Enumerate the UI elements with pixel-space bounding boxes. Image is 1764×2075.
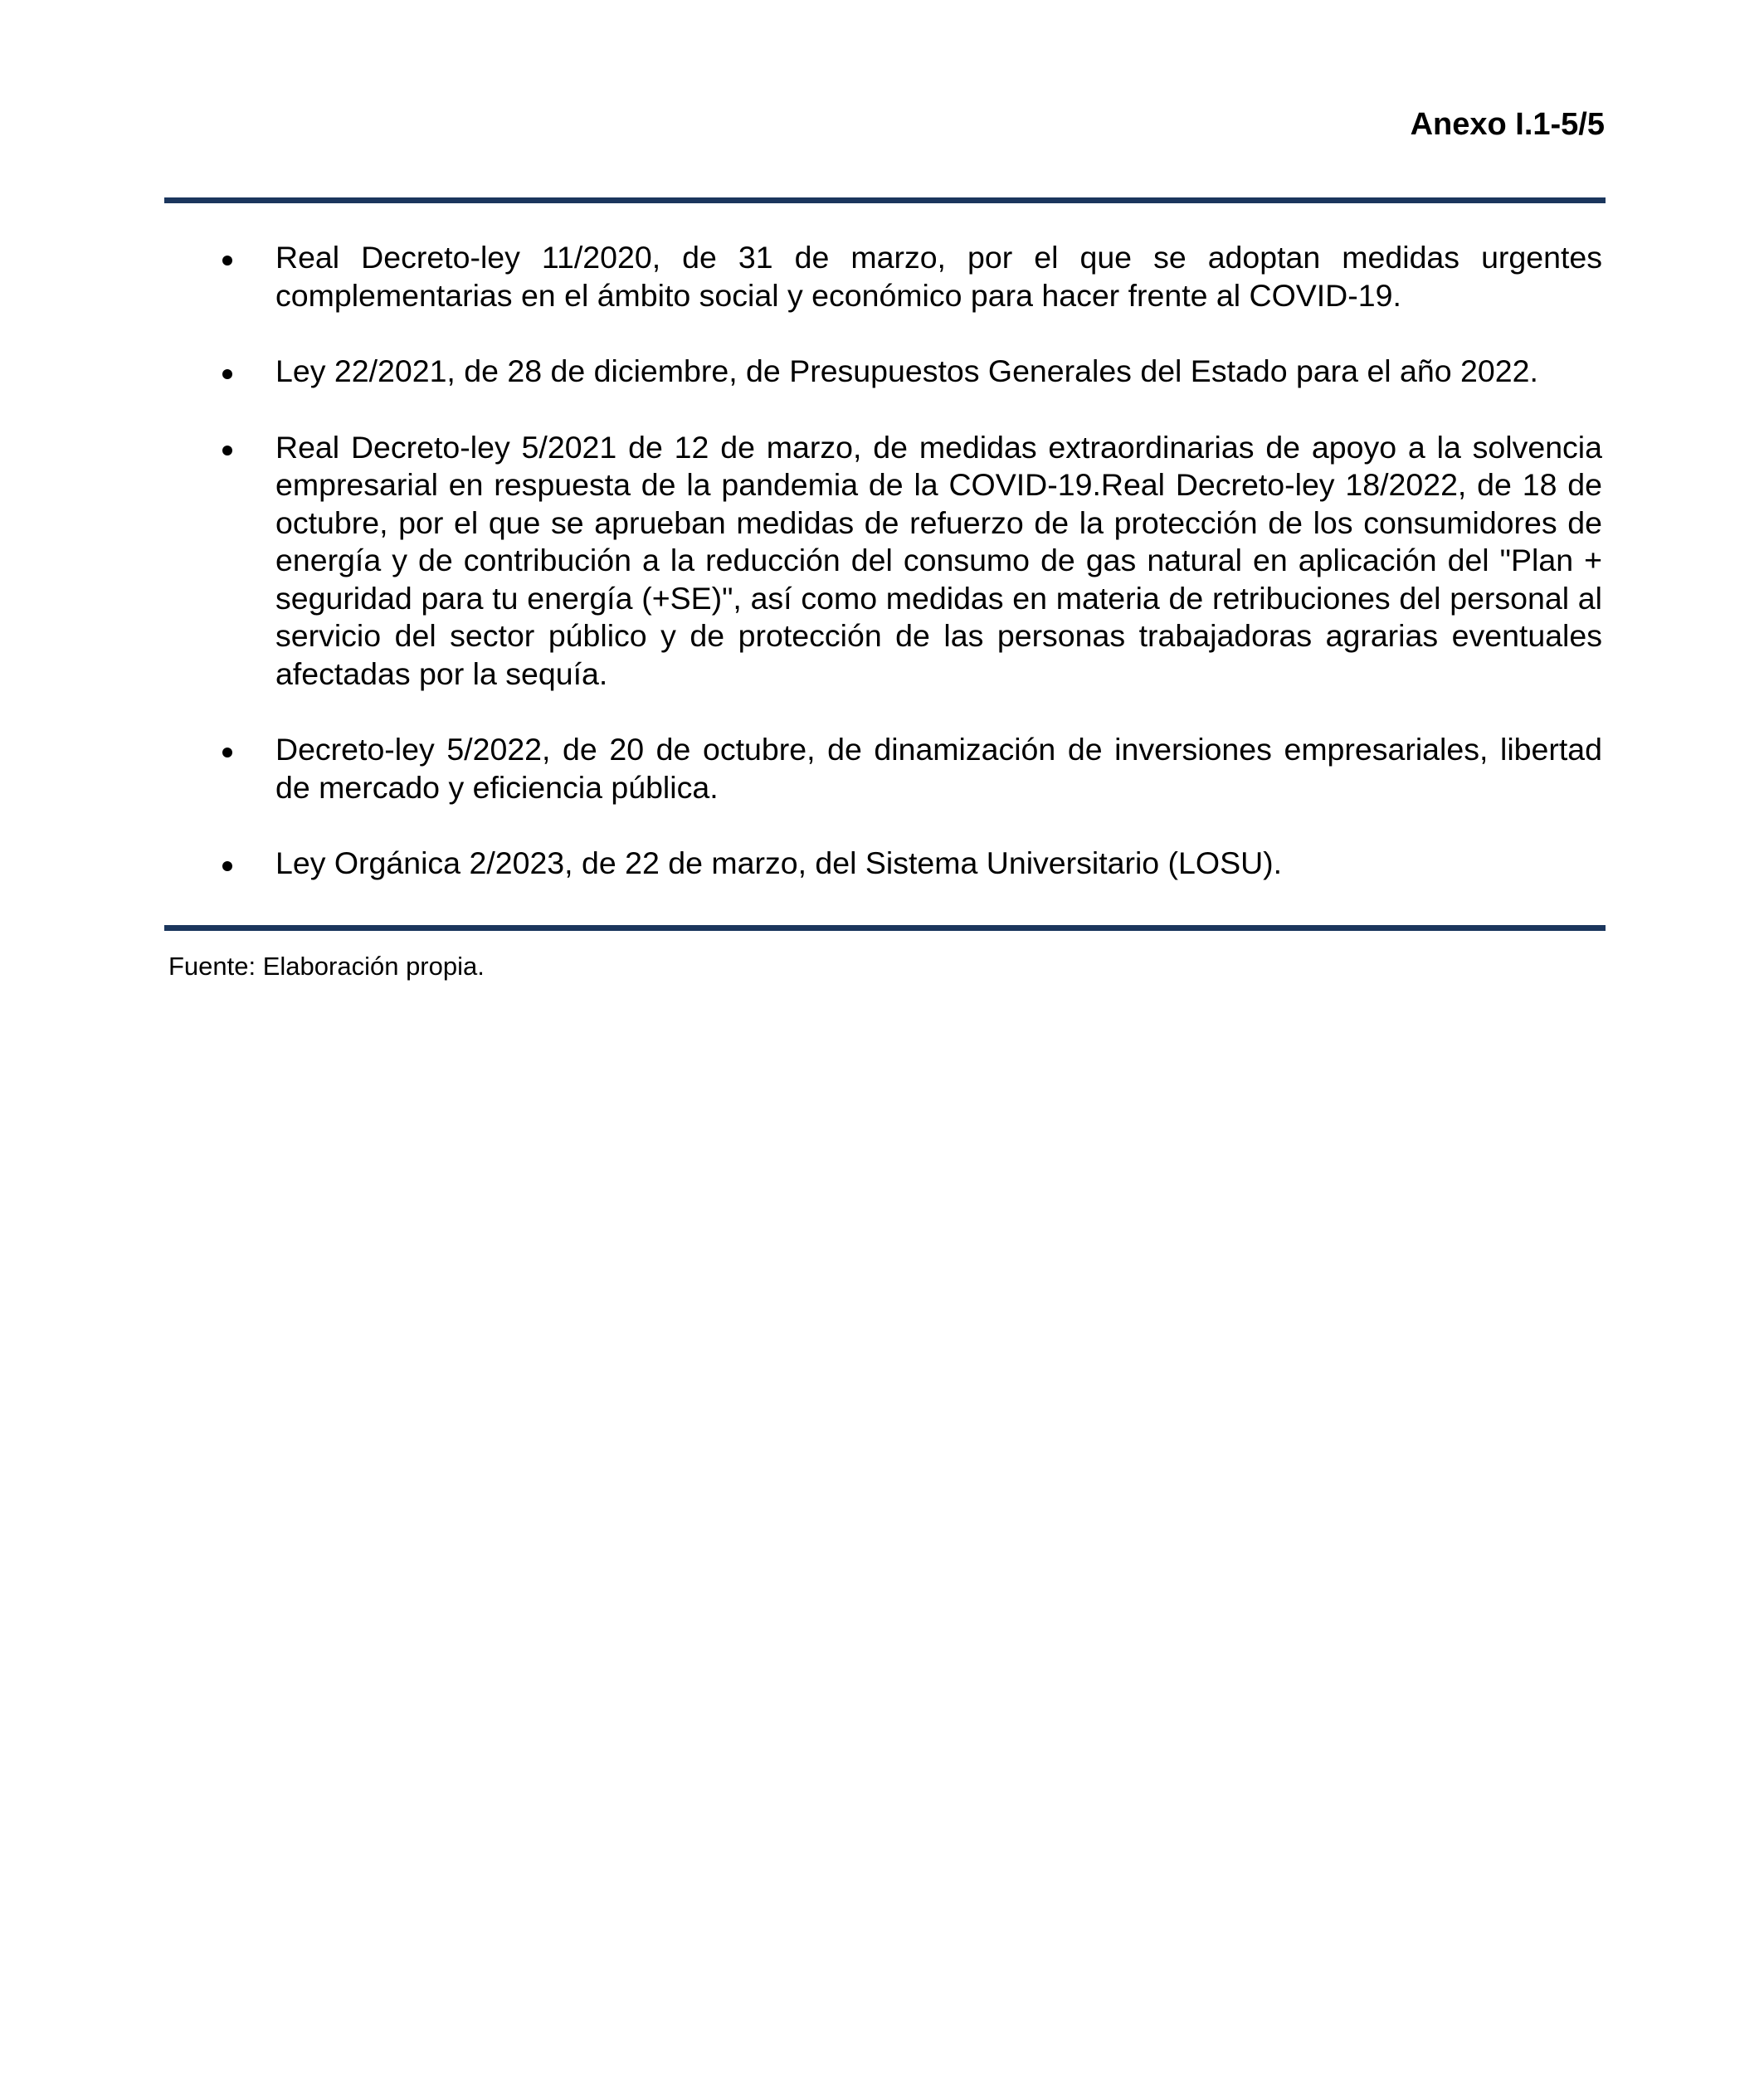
list-item (214, 239, 1602, 314)
annex-title: Anexo I.1-5/5 (1410, 107, 1605, 142)
list-item-text: Decreto-ley 5/2022, de 20 de octubre, de dinamización de inversiones empresariales, libertad de mercado y eficiencia pública. (275, 732, 1602, 805)
list-item (214, 731, 1602, 806)
bullet-icon (222, 446, 232, 455)
list-item (214, 845, 1602, 883)
source-note: Fuente: Elaboración propia. (168, 952, 485, 981)
list-item-text: Ley Orgánica 2/2023, de 22 de marzo, del Sistema Universitario (LOSU). (275, 845, 1283, 880)
list-item-text: Ley 22/2021, de 28 de diciembre, de Presupuestos Generales del Estado para el año 2022. (275, 353, 1538, 388)
list-item-text: Real Decreto-ley 5/2021 de 12 de marzo, de medidas extraordinarias de apoyo a la solvencia empresarial en respuesta de la pandemia de la COVID-19.Real Decreto-ley 18/2022, de 18 de octubre, por el que se aprueban medidas de refuerzo de la protección de los consumidores de energía y de contribución a la reducción del consumo de gas natural en aplicación del "Plan + seguridad para tu energía (+SE)", así como medidas en materia de retribuciones del personal al servicio del sector público y de protección de las personas trabajadoras agrarias eventuales afectadas por la sequía. (275, 429, 1602, 691)
top-divider (164, 197, 1606, 203)
legislation-list (214, 239, 1602, 883)
bullet-icon (222, 369, 232, 379)
bottom-divider (164, 925, 1606, 931)
bullet-icon (222, 256, 232, 265)
list-item (214, 353, 1602, 391)
bullet-icon (222, 861, 232, 871)
bullet-icon (222, 748, 232, 757)
list-item-text: Real Decreto-ley 11/2020, de 31 de marzo, por el que se adoptan medidas urgentes complementarias en el ámbito social y económico para hacer frente al COVID-19. (275, 240, 1602, 313)
list-item (214, 429, 1602, 694)
